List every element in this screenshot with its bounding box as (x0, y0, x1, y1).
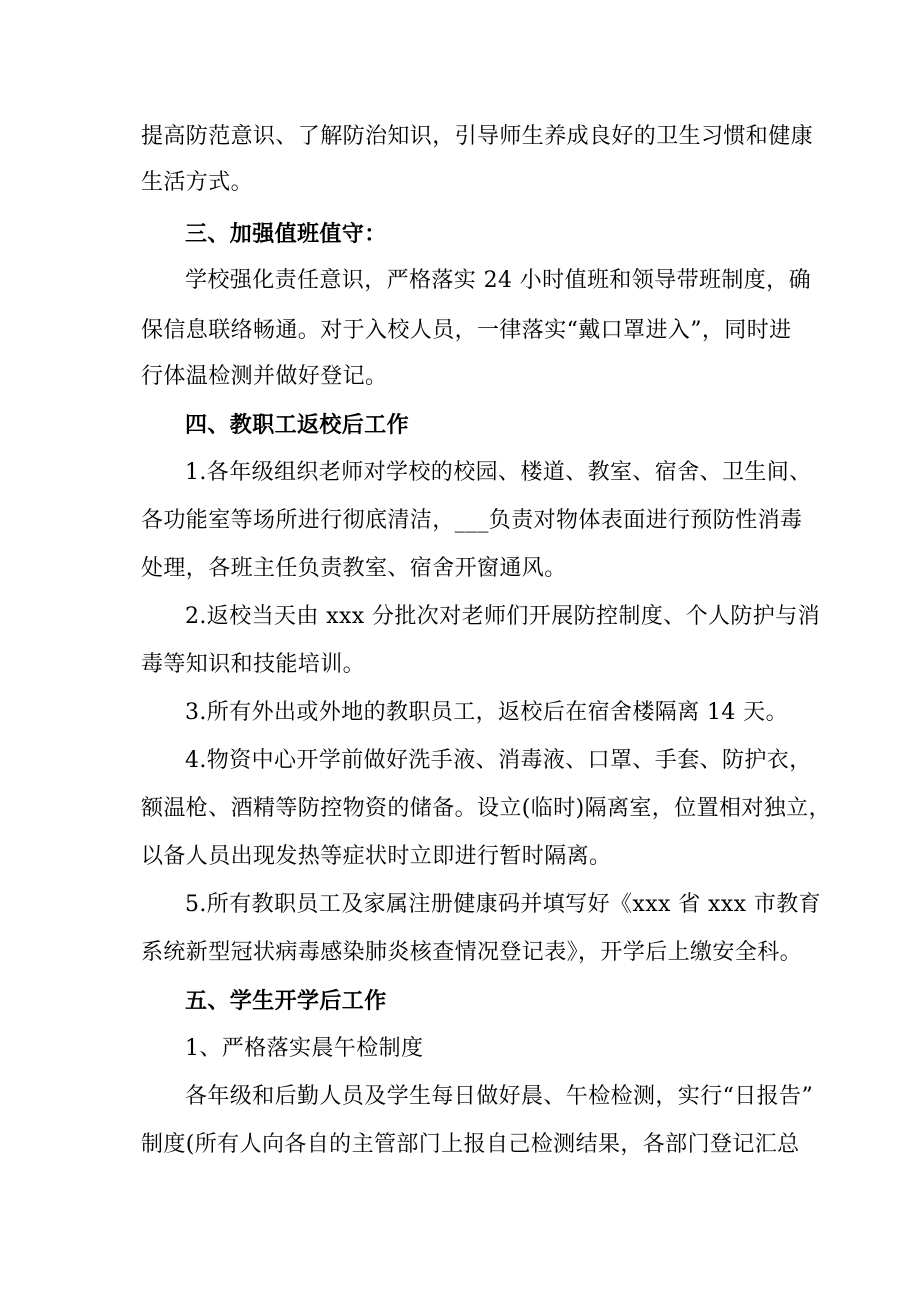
paragraph-line: 处理，各班主任负责教室、宿舍开窗通风。 (141, 556, 567, 581)
paragraph-line: 额温枪、酒精等防控物资的储备。设立(临时)隔离室，位置相对独立， (141, 796, 831, 821)
list-item-3: 3.所有外出或外地的教职员工，返校后在宿舍楼隔离 14 天。 (185, 700, 788, 725)
paragraph-line: 学校强化责任意识，严格落实 24 小时值班和领导带班制度，确 (185, 268, 811, 293)
paragraph-line: 各年级和后勤人员及学生每日做好晨、午检检测，实行“日报告” (185, 1084, 814, 1109)
paragraph-line: 保信息联络畅通。对于入校人员，一律落实“戴口罩进入”，同时进 (141, 318, 792, 343)
subheading-1: 1、严格落实晨午检制度 (185, 1036, 424, 1061)
section-heading-4: 四、教职工返校后工作 (185, 412, 410, 438)
paragraph-line: 行体温检测并做好登记。 (141, 364, 388, 389)
list-item-1: 1.各年级组织老师对学校的校园、楼道、教室、宿舍、卫生间、 (185, 460, 812, 485)
paragraph-line: 生活方式。 (141, 170, 254, 195)
list-item-5: 5.所有教职员工及家属注册健康码并填写好《xxx 省 xxx 市教育 (185, 892, 822, 917)
list-item-2: 2.返校当天由 xxx 分批次对老师们开展防控制度、个人防护与消 (185, 604, 820, 629)
paragraph-line: 提高防范意识、了解防治知识，引导师生养成良好的卫生习惯和健康 (141, 124, 814, 149)
section-heading-3: 三、加强值班值守： (185, 221, 387, 247)
section-heading-5: 五、学生开学后工作 (185, 988, 387, 1014)
list-item-4: 4.物资中心开学前做好洗手液、消毒液、口罩、手套、防护衣， (185, 748, 812, 773)
paragraph-line: 以备人员出现发热等症状时立即进行暂时隔离。 (141, 844, 612, 869)
paragraph-line: 制度(所有人向各自的主管部门上报自己检测结果，各部门登记汇总 (141, 1132, 800, 1157)
paragraph-line: 各功能室等场所进行彻底清洁，___负责对物体表面进行预防性消毒 (141, 508, 803, 533)
paragraph-line: 系统新型冠状病毒感染肺炎核查情况登记表》，开学后上缴安全科。 (141, 940, 803, 965)
paragraph-line: 毒等知识和技能培训。 (141, 652, 366, 677)
